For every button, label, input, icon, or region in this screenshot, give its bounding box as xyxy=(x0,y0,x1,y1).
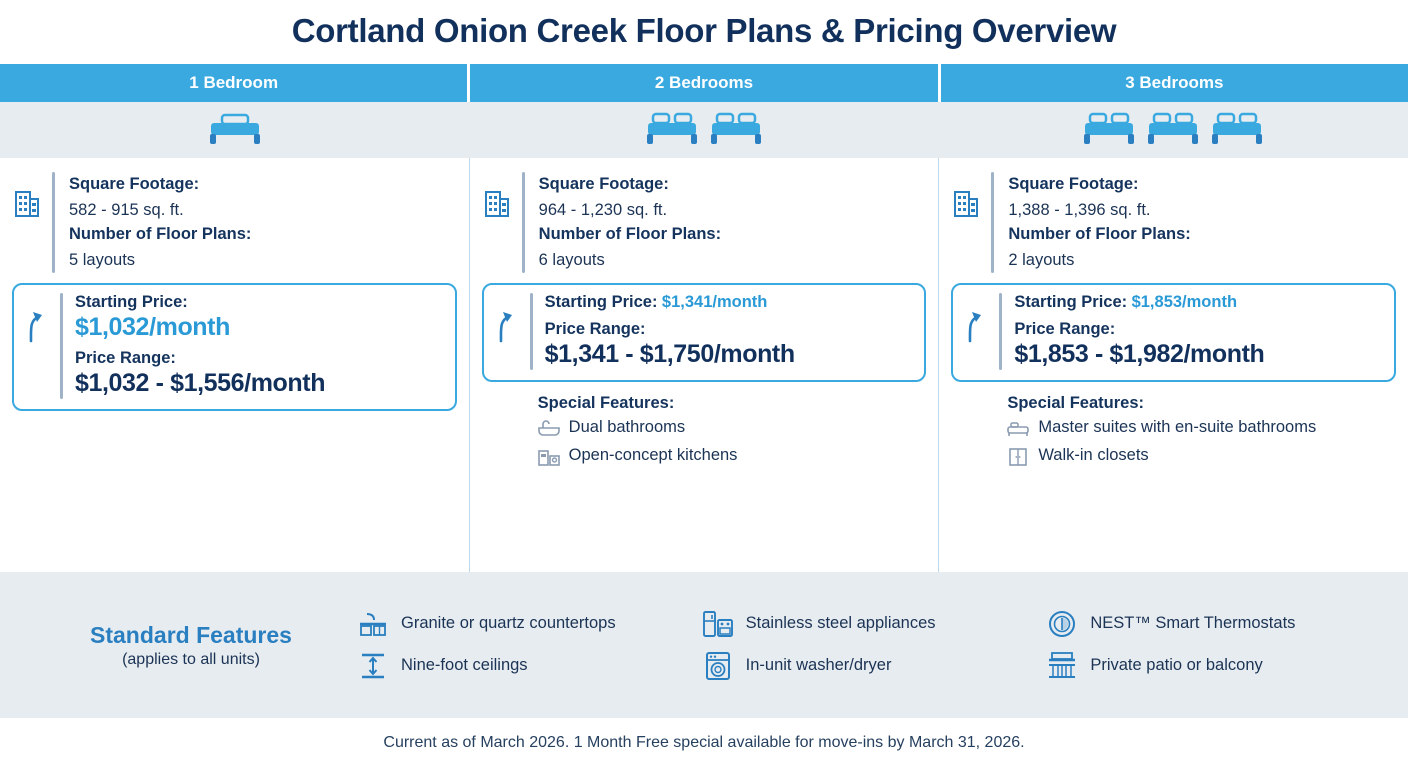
column-3-bedrooms xyxy=(938,158,1408,572)
price-up-arrow-icon xyxy=(490,293,524,343)
countertop-icon xyxy=(356,610,390,638)
price-range-value: $1,032 - $1,556/month xyxy=(75,368,326,397)
bed-icon xyxy=(645,109,699,152)
column-header-2bed: 2 Bedrooms xyxy=(470,64,940,102)
standard-features-grid xyxy=(356,609,1382,681)
price-range-value: $1,341 - $1,750/month xyxy=(544,339,795,368)
column-1-bedroom xyxy=(0,158,469,572)
price-box xyxy=(482,283,927,382)
standard-feature-text: Nine-foot ceilings xyxy=(401,656,528,675)
column-header-3bed: 3 Bedrooms xyxy=(941,64,1408,102)
price-range-label: Price Range: xyxy=(1014,319,1116,338)
floor-plans-label: Number of Floor Plans: xyxy=(538,225,722,244)
accent-bar xyxy=(52,172,55,273)
bed-icons-3bed xyxy=(939,102,1408,158)
closet-icon xyxy=(1007,445,1029,467)
page-title: Cortland Onion Creek Floor Plans & Pricing Overview xyxy=(291,12,1117,49)
bathtub-icon xyxy=(538,417,560,437)
bed-icons-2bed xyxy=(469,102,938,158)
floor-plans-value: 6 layouts xyxy=(538,250,605,269)
building-icon xyxy=(10,172,44,218)
square-footage-value: 1,388 - 1,396 sq. ft. xyxy=(1008,200,1151,219)
standard-features-title: Standard Features xyxy=(90,621,292,648)
special-feature-text: Walk-in closets xyxy=(1038,445,1149,464)
building-icon xyxy=(480,172,514,218)
special-feature-item xyxy=(1007,445,1398,467)
column-headers xyxy=(0,64,1408,102)
standard-features-title-wrap xyxy=(26,622,356,669)
square-footage-value: 964 - 1,230 sq. ft. xyxy=(538,200,668,219)
standard-feature-text: Private patio or balcony xyxy=(1090,656,1263,675)
special-features-block xyxy=(480,390,929,467)
footer-note: Current as of March 2026. 1 Month Free special available for move-ins by March 31, 2026. xyxy=(0,718,1408,768)
special-feature-text: Master suites with en-suite bathrooms xyxy=(1038,417,1317,436)
starting-price-value: $1,341/month xyxy=(661,292,768,311)
column-header-1bed: 1 Bedroom xyxy=(0,64,470,102)
square-footage-label: Square Footage: xyxy=(538,175,669,193)
accent-bar xyxy=(522,172,525,273)
special-feature-text: Open-concept kitchens xyxy=(568,445,738,464)
price-box xyxy=(12,283,457,412)
bed-icons-1bed xyxy=(0,102,469,158)
bed-icon xyxy=(1007,417,1029,437)
square-footage-label: Square Footage: xyxy=(69,175,200,193)
special-features-label: Special Features: xyxy=(537,393,675,412)
price-range-value: $1,853 - $1,982/month xyxy=(1014,339,1265,368)
ceiling-height-icon xyxy=(356,651,390,681)
starting-price-line xyxy=(1014,293,1384,312)
standard-feature-item xyxy=(356,609,693,639)
special-features-block xyxy=(949,390,1398,467)
starting-price-line xyxy=(545,293,915,312)
square-footage-label: Square Footage: xyxy=(1008,175,1139,193)
standard-features-subtitle: (applies to all units) xyxy=(122,650,260,668)
starting-price-label: Starting Price: xyxy=(1014,292,1128,311)
standard-feature-text: In-unit washer/dryer xyxy=(745,656,892,675)
starting-price-value: $1,853/month xyxy=(1131,292,1238,311)
floor-plans-value: 2 layouts xyxy=(1008,250,1075,269)
special-feature-text: Dual bathrooms xyxy=(568,417,686,436)
building-info-block xyxy=(480,172,929,273)
standard-feature-text: Stainless steel appliances xyxy=(745,614,936,633)
standard-feature-text: Granite or quartz countertops xyxy=(401,614,616,633)
balcony-icon xyxy=(1045,651,1079,681)
starting-price-value: $1,032/month xyxy=(75,312,230,341)
bed-icon-strip xyxy=(0,102,1408,158)
standard-feature-text: NEST™ Smart Thermostats xyxy=(1090,614,1296,633)
price-range-label: Price Range: xyxy=(75,348,176,367)
appliances-icon xyxy=(701,610,735,638)
special-feature-item xyxy=(538,445,929,467)
price-up-arrow-icon xyxy=(959,293,993,343)
special-features-label: Special Features: xyxy=(1007,393,1144,412)
bed-icon xyxy=(1082,109,1136,152)
square-footage-value: 582 - 915 sq. ft. xyxy=(69,200,184,219)
floor-plans-value: 5 layouts xyxy=(69,250,136,269)
price-up-arrow-icon xyxy=(20,293,54,343)
starting-price-label: Starting Price: xyxy=(75,292,188,311)
special-feature-item xyxy=(538,417,929,438)
accent-bar xyxy=(530,293,533,370)
building-icon xyxy=(949,172,983,218)
bed-icon xyxy=(208,109,262,152)
accent-bar xyxy=(999,293,1002,370)
washer-dryer-icon xyxy=(701,651,735,681)
bed-icon xyxy=(1210,109,1264,152)
building-info-block xyxy=(949,172,1398,273)
special-feature-item xyxy=(1007,417,1398,438)
price-box xyxy=(951,283,1396,382)
column-2-bedrooms xyxy=(469,158,939,572)
starting-price-label: Starting Price: xyxy=(544,292,658,311)
standard-feature-item xyxy=(1045,651,1382,681)
standard-feature-item xyxy=(356,651,693,681)
kitchen-icon xyxy=(538,445,560,467)
standard-feature-item xyxy=(1045,609,1382,639)
columns-container xyxy=(0,158,1408,572)
bed-icon xyxy=(709,109,763,152)
standard-features-band xyxy=(0,572,1408,718)
accent-bar xyxy=(991,172,994,273)
bed-icon xyxy=(1146,109,1200,152)
floor-plans-label: Number of Floor Plans: xyxy=(1008,225,1191,244)
accent-bar xyxy=(60,293,63,400)
standard-feature-item xyxy=(701,651,1038,681)
building-info-block xyxy=(10,172,459,273)
thermostat-icon xyxy=(1045,609,1079,639)
price-range-label: Price Range: xyxy=(544,319,646,338)
floor-plans-label: Number of Floor Plans: xyxy=(69,225,252,244)
standard-feature-item xyxy=(701,609,1038,639)
